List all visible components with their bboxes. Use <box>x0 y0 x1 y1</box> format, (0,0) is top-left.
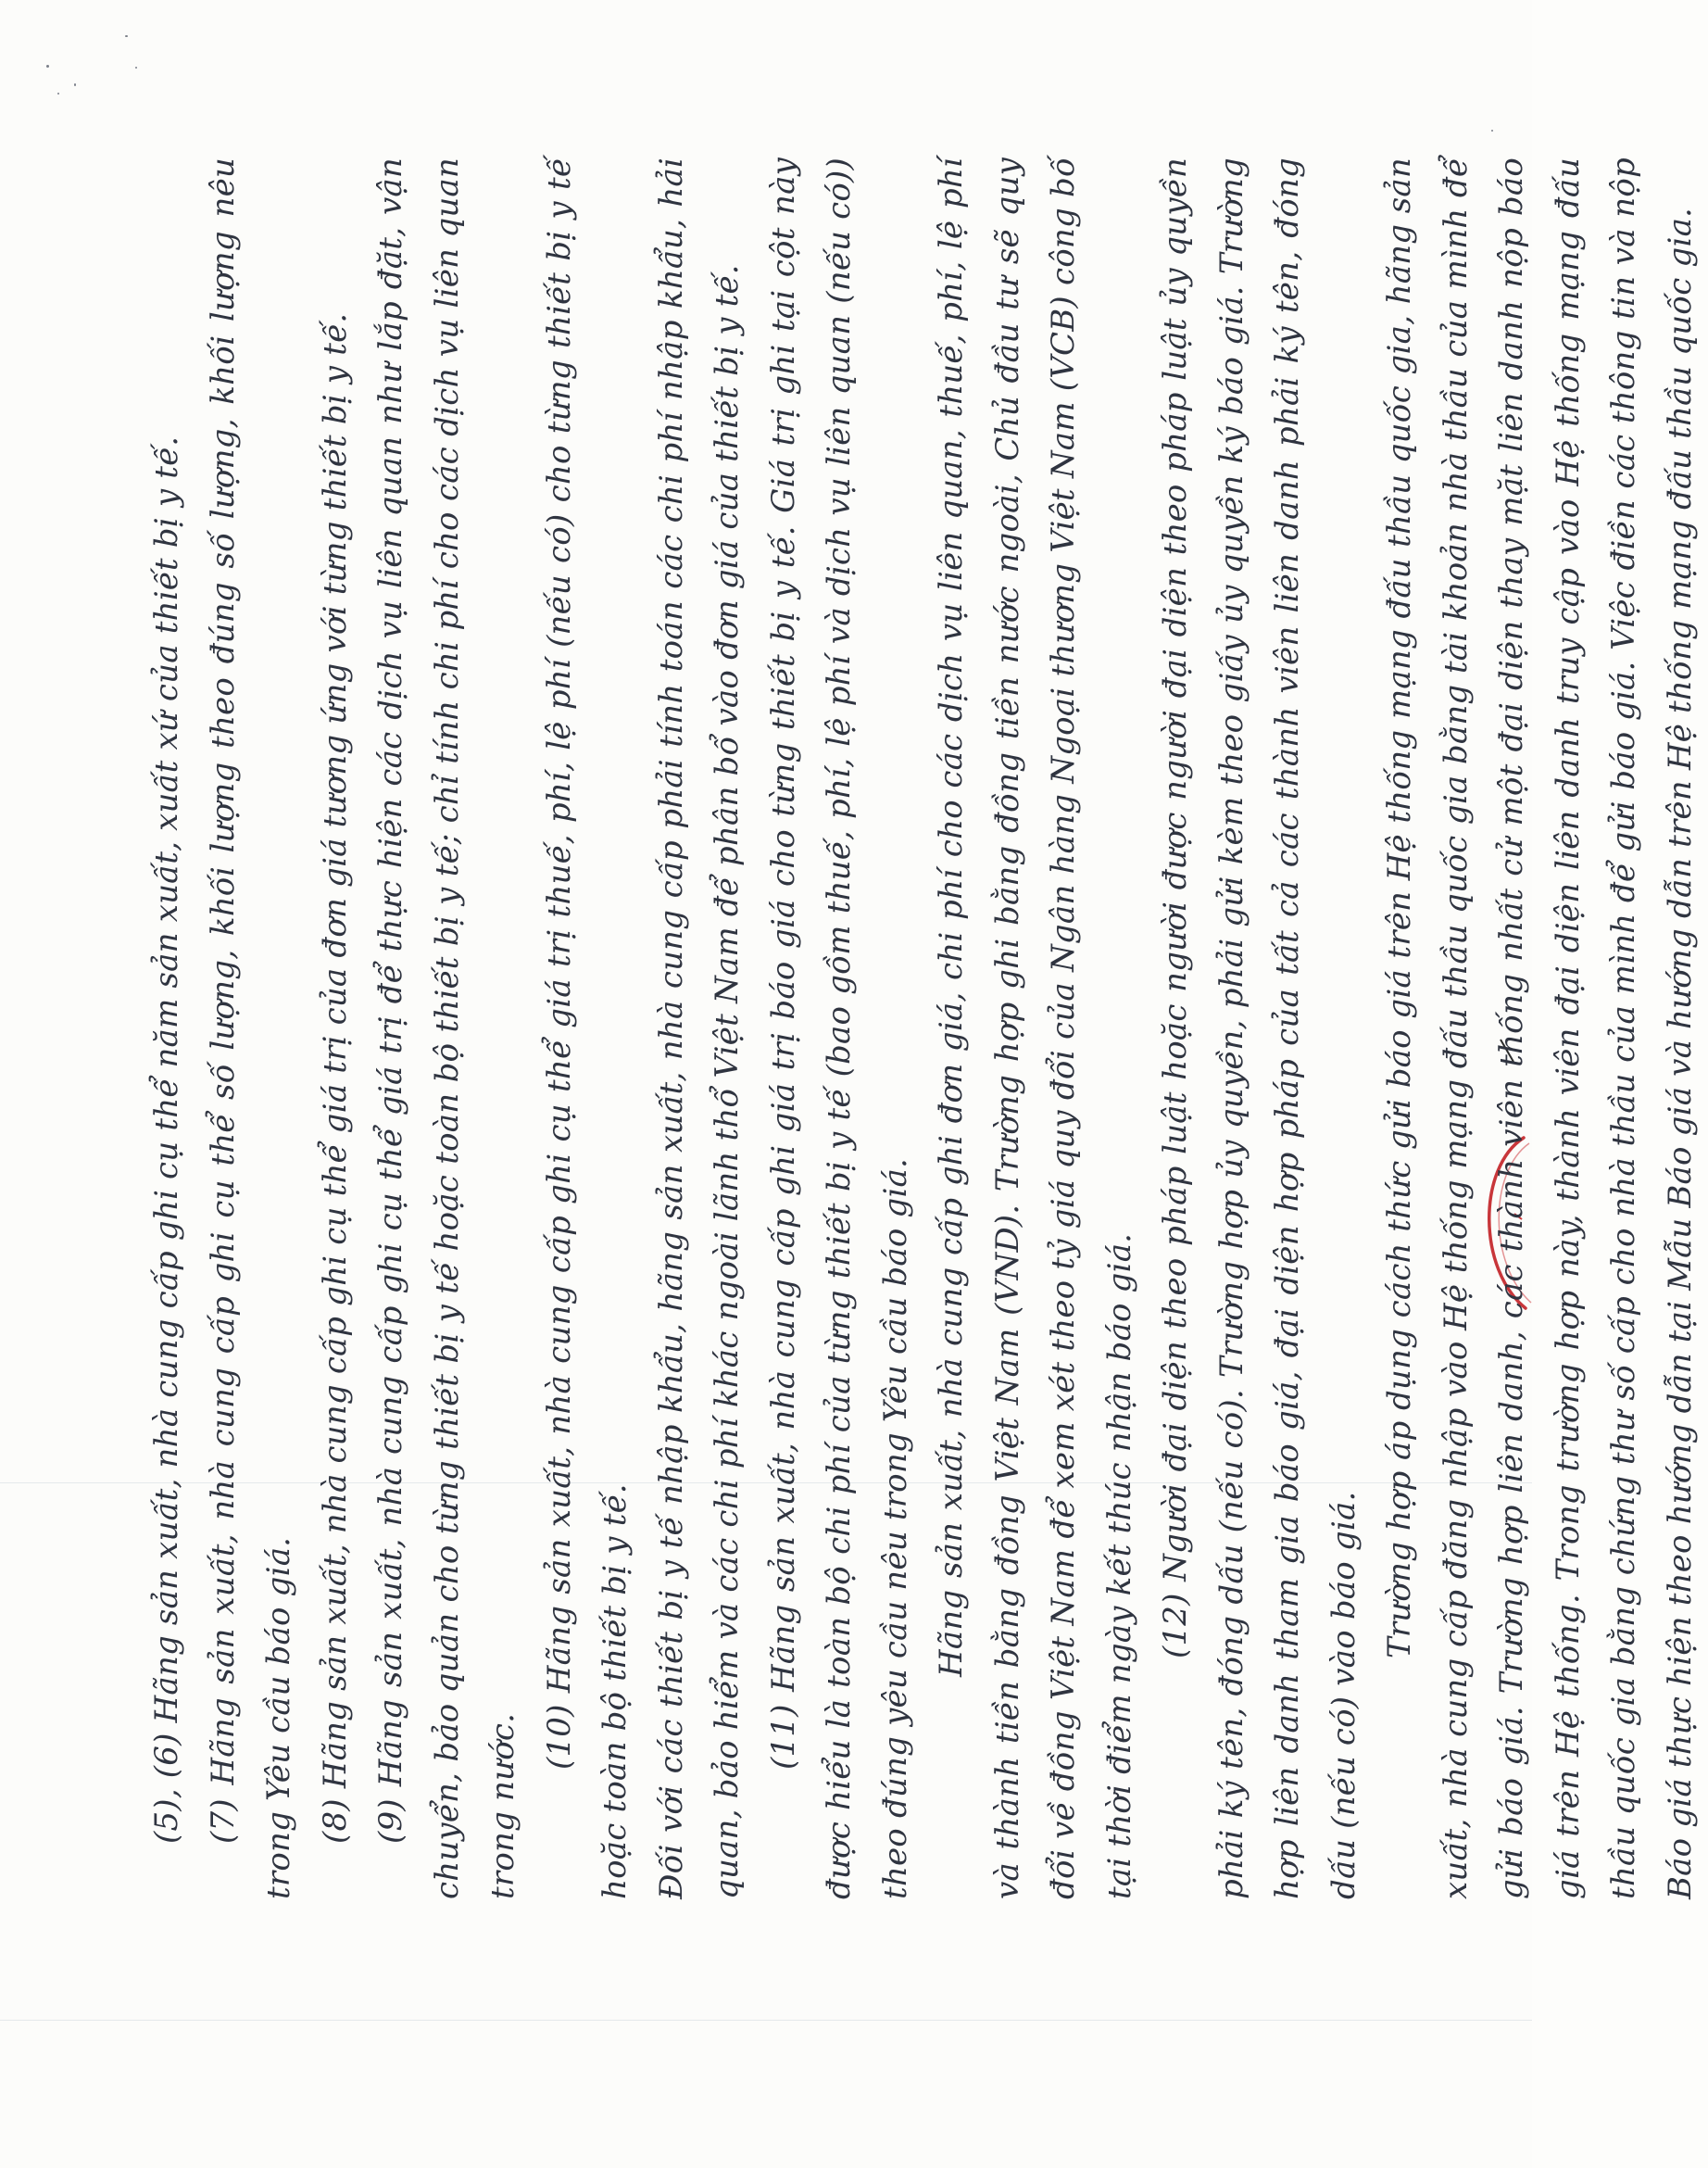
scan-speck <box>125 35 128 37</box>
scan-speck <box>46 65 49 68</box>
note-5-6: (5), (6) Hãng sản xuất, nhà cung cấp ghi cụ thể năm sản xuất, xuất xứ của thiết bị y tế. <box>148 435 185 1844</box>
scan-speck <box>74 83 76 86</box>
scan-speck <box>57 93 59 95</box>
note-9: (9) Hãng sản xuất, nhà cung cấp ghi cụ thể giá trị để thực hiện các dịch vụ liên quan như lắp đặt, vận chuyển, bảo quản cho từng thiết bị y tế hoặc toàn bộ thiết bị y tế; chỉ tính chi phí cho các dịch vụ liên quan trong nước. <box>372 158 521 1899</box>
note-10-import: Đối với các thiết bị y tế nhập khẩu, hãng sản xuất, nhà cung cấp phải tính toán các chi phí nhập khẩu, hải quan, bảo hiểm và các chi phí khác ngoài lãnh thổ Việt Nam để phân bổ vào đơn giá của thiết bị y tế. <box>652 158 746 1899</box>
note-12: (12) Người đại diện theo pháp luật hoặc người được người đại diện theo pháp luật ủy quyền phải ký tên, đóng dấu (nếu có). Trường hợp ủy quyền, phải gửi kèm theo giấy ủy quyền ký báo giá. Trường hợp liên danh tham gia báo giá, đại diện hợp pháp của tất cả các thành viên liên danh phải ký tên, đóng dấu (nếu có) vào báo giá. <box>1157 158 1363 1899</box>
note-online-submission: Trường hợp áp dụng cách thức gửi báo giá trên Hệ thống mạng đấu thầu quốc gia, hãng sản xuất, nhà cung cấp đăng nhập vào Hệ thống mạng đấu thầu quốc gia bằng tài khoản nhà thầu của mình để gửi báo giá. Trường hợp liên danh, các thành viên thống nhất cử một đại diện thay mặt liên danh nộp báo giá trên Hệ thống. Trong trường hợp này, thành viên đại diện liên danh truy cập vào Hệ thống mạng đấu thầu quốc gia bằng chứng thư số cấp cho nhà thầu của mình để gửi báo giá. Việc điền các thông tin và nộp Báo giá thực hiện theo hướng dẫn tại Mẫu Báo giá và hướng dẫn trên Hệ thống mạng đấu thầu quốc gia. <box>1381 158 1699 1899</box>
note-10: (10) Hãng sản xuất, nhà cung cấp ghi cụ thể giá trị thuế, phí, lệ phí (nếu có) cho từng thiết bị y tế hoặc toàn bộ thiết bị y tế. <box>540 158 634 1899</box>
document-body <box>139 158 1708 1899</box>
scan-speck <box>1491 130 1493 132</box>
note-11: (11) Hãng sản xuất, nhà cung cấp ghi giá trị báo giá cho từng thiết bị y tế. Giá trị ghi tại cột này được hiểu là toàn bộ chi phí của từng thiết bị y tế (bao gồm thuế, phí, lệ phí và dịch vụ liên quan (nếu có)) theo đúng yêu cầu nêu trong Yêu cầu báo giá. <box>764 158 914 1899</box>
scan-speck <box>135 67 137 69</box>
note-11-currency: Hãng sản xuất, nhà cung cấp ghi đơn giá, chi phí cho các dịch vụ liên quan, thuế, phí, lệ phí và thành tiền bằng đồng Việt Nam (VND). Trường hợp ghi bằng đồng tiền nước ngoài, Chủ đầu tư sẽ quy đổi về đồng Việt Nam để xem xét theo tỷ giá quy đổi của Ngân hàng Ngoại thương Việt Nam (VCB) công bố tại thời điểm ngày kết thúc nhận báo giá. <box>933 158 1138 1899</box>
note-7: (7) Hãng sản xuất, nhà cung cấp ghi cụ thể số lượng, khối lượng theo đúng số lượng, khối lượng nêu trong Yêu cầu báo giá. <box>204 158 297 1899</box>
note-8: (8) Hãng sản xuất, nhà cung cấp ghi cụ thể giá trị của đơn giá tương ứng với từng thiết bị y tế. <box>316 312 354 1844</box>
scanner-line <box>0 2020 1532 2021</box>
